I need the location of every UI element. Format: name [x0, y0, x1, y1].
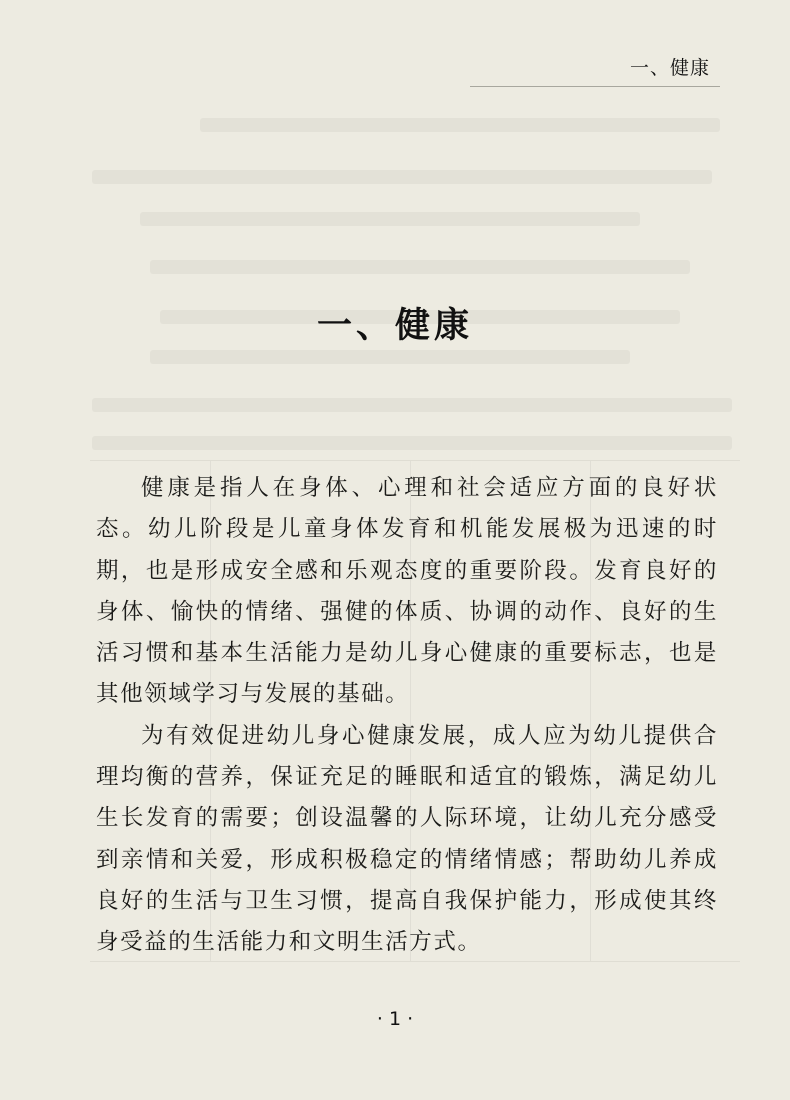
running-header: 一、健康 [629, 57, 710, 79]
paragraph-1: 健康是指人在身体、心理和社会适应方面的良好状态。幼儿阶段是儿童身体发育和机能发展极为迅速的时期，也是形成安全感和乐观态度的重要阶段。发育良好的身体、愉快的情绪、强健的体质、协调的动作、良好的生活习惯和基本生活能力是幼儿身心健康的重要标志，也是其他领域学习与发展的基础。 [96, 475, 718, 708]
paragraph-2: 为有效促进幼儿身心健康发展，成人应为幼儿提供合理均衡的营养，保证充足的睡眠和适宜的锻炼，满足幼儿生长发育的需要；创设温馨的人际环境，让幼儿充分感受到亲情和关爱，形成积极稳定的情绪情感；帮助幼儿养成良好的生活与卫生习惯，提高自我保护能力，形成使其终身受益的生活能力和文明生活方式。 [96, 722, 718, 956]
section-title: 一、健康 [316, 306, 473, 346]
header-rule [470, 86, 720, 87]
body-text [96, 468, 718, 964]
page-number: · 1 · [376, 1008, 414, 1030]
